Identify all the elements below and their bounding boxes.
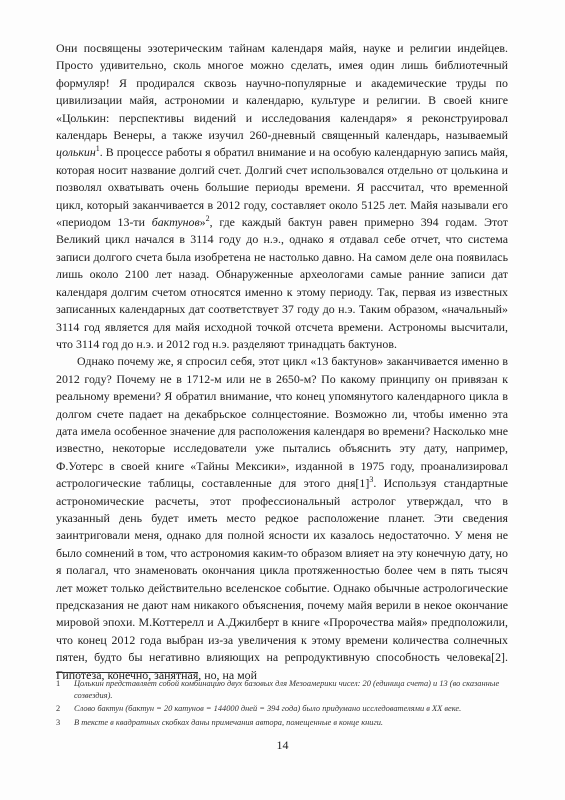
footnote-ref: 2	[205, 214, 210, 224]
page-number: 14	[276, 738, 289, 752]
footnote	[56, 703, 508, 715]
footnote	[56, 717, 508, 729]
footnote-number: 3	[56, 717, 61, 727]
text-run: бактунов	[151, 215, 200, 230]
footnote-text: В тексте в квадратных скобках даны примечания автора, помещенные в конце книги.	[74, 717, 384, 727]
footnote-ref: 3	[369, 475, 374, 485]
text-run: , где каждый бактун равен примерно 394 годам. Этот Великий цикл начался в 3114 году до н.э., однако я отдавал себе отчет, что система записи долгого счета была изобретена не настолько давно. На самом деле она появилась лишь около 2100 лет назад. Обнаруженные археологами самые ранние записи дат календаря долгим счетом относятся именно к этому периоду. Так, первая из известных записанных календарных дат соответствует 37 году до н.э. Таким образом, «начальный» 3114 год является для майя исходной точкой отсчета времени. Астрономы высчитали, что 3114 год до н.э. и 2012 год н.э. разделяют тринадцать бактунов.	[56, 215, 508, 351]
paragraph	[56, 353, 508, 684]
footnote-number: 2	[56, 704, 61, 714]
footnote-number: 1	[56, 679, 61, 688]
footnote-ref: 1	[95, 144, 100, 154]
footnote-text: Слово бактун (бактун = 20 катунов = 144000 дней = 394 года) было придумано исследователями в XX веке.	[74, 704, 462, 714]
footnote	[56, 678, 508, 701]
text-run: . Используя стандартные астрономические расчеты, этот профессиональный астролог утверждал, что в указанный день будет иметь место редкое расположение планет. Эти сведения заинтриговали меня, однако для полной ясности их казалось недостаточно. У меня не было сомнений в том, что астрономия каким-то образом влияет на эту конечную дату, но я полагал, что знаменовать окончания цикла протяженностью более чем в пять тысяч лет может только действительно вселенское событие. Однако обычные астрологические предсказания не дают нам никакого объяснения, почему майя верили в некое окончание мировой эпохи. М.Коттерелл и А.Джилберт в книге «Пророчества майя» предположили, что конец 2012 года выбран из-за увеличения к этому времени количества солнечных пятен, будто бы негативно влияющих на репродуктивную способность человека[2]. Гипотеза, конечно, занятная, но, на мой	[56, 476, 508, 682]
text-run: цолькин	[56, 145, 96, 160]
text-run: Они посвящены эзотерическим тайнам календаря майя, науке и религии индейцев. Просто удивительно, сколь многое можно сделать, имея один лишь библиотечный формуляр! Я продирался сквозь научно-популярные и академические труды по цивилизации майя, астрономии и календарю, культуре и религии. В своей книге «Цолькин: перспективы видений и исследования календаря» я реконструировал календарь Венеры, а также изучил 260-дневный священный календарь, называемый	[56, 41, 508, 143]
paragraph	[56, 40, 508, 353]
footnote-text: Цолькин представляет собой комбинацию двух базовых для Мезоамерики чисел: 20 (единица счета) и 13 (во сказанные созвездия).	[74, 679, 500, 700]
main-text	[56, 40, 508, 684]
footnotes	[56, 678, 508, 730]
text-run: Однако почему же, я спросил себя, этот цикл «13 бактунов» заканчивается именно в 2012 году? Почему не в 1712-м или не в 2650-м? По какому принципу он привязан к реальному времени? Я обратил внимание, что конец упомянутого календарного цикла в долгом счете падает на декабрьское солнцестояние. Возможно ли, чтобы именно эта дата имела особенное значение для расположения календаря во времени? Насколько мне известно, некоторые исследователи уже пытались объяснить эту дату, например, Ф.Уотерс в своей книге «Тайны Мексики», изданной в 1975 году, проанализировал астрологические таблицы, составленные для этого дня[1]	[56, 354, 508, 491]
text-run: »	[199, 215, 206, 230]
footnote-divider	[56, 672, 198, 673]
text-run: . В процессе работы я обратил внимание и на особую календарную запись майя, которая носит название долгий счет. Долгий счет использовался отдельно от цолькина и позволял охватывать очень большие периоды времени. Я рассчитал, что временной цикл, который заканчивается в 2012 году, составляет около 5125 лет. Майя называли его «периодом 13-ти	[56, 145, 508, 230]
